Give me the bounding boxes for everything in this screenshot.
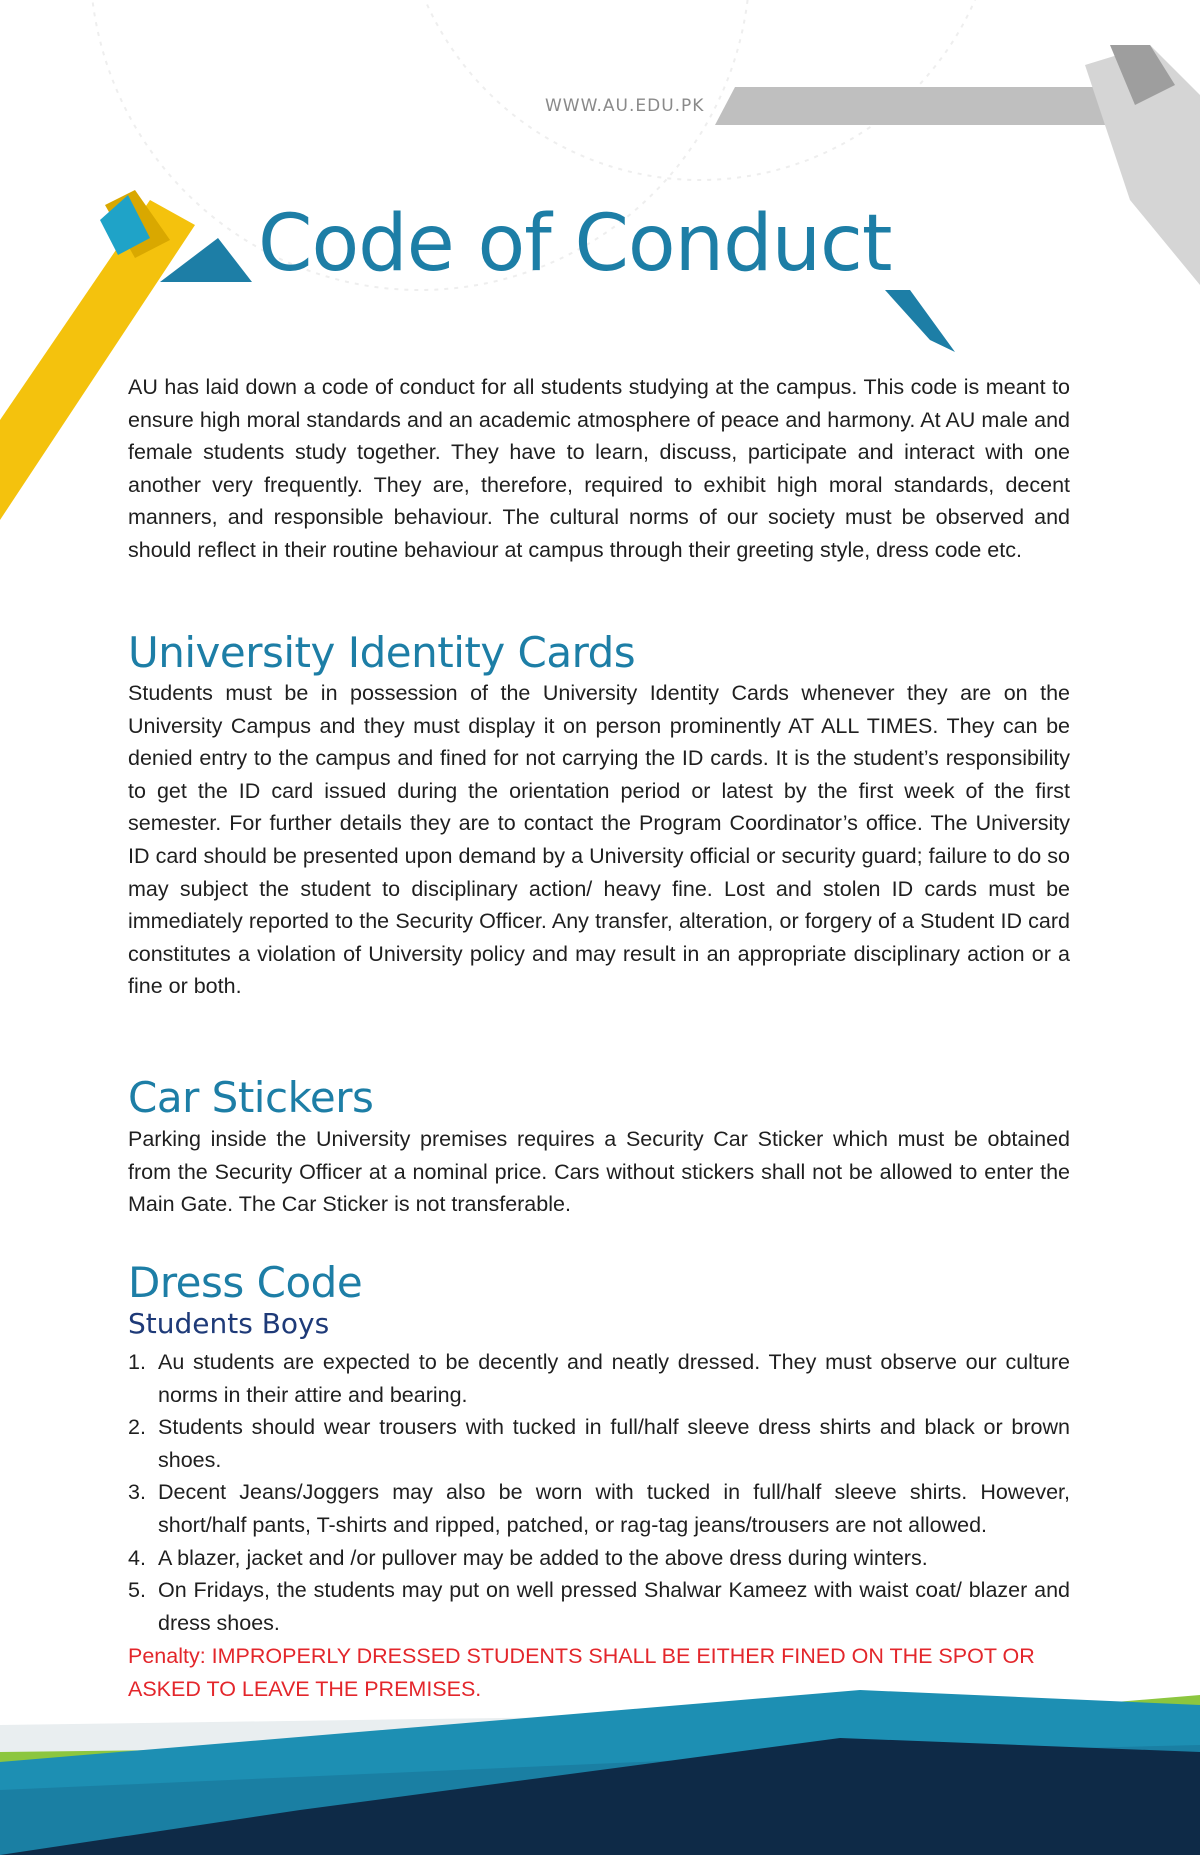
- dress-code-list: [128, 1346, 1070, 1639]
- penalty-notice: Penalty: IMPROPERLY DRESSED STUDENTS SHALL BE EITHER FINED ON THE SPOT OR ASKED TO LEAVE THE PREMISES.: [128, 1644, 1035, 1701]
- page-title: Code of Conduct: [258, 199, 892, 289]
- list-text: Students should wear trousers with tucked in full/half sleeve dress shirts and black or brown shoes.: [158, 1415, 1070, 1472]
- list-item: [128, 1542, 1070, 1575]
- intro-paragraph: AU has laid down a code of conduct for all students studying at the campus. This code is meant to ensure high moral standards and an academic atmosphere of peace and harmony. At AU male and female students study together. They have to learn, discuss, participate and interact with one another very frequently. They are, therefore, required to exhibit high moral standards, decent manners, and responsible behaviour. The cultural norms of our society must be observed and should reflect in their routine behaviour at campus through their greeting style, dress code etc.: [128, 375, 1070, 562]
- list-item: [128, 1346, 1070, 1411]
- list-text: Au students are expected to be decently and neatly dressed. They must observe our culture norms in their attire and bearing.: [158, 1350, 1070, 1407]
- list-number: 2.: [128, 1415, 146, 1440]
- list-number: 1.: [128, 1350, 146, 1374]
- dress-code-heading: Dress Code: [128, 1258, 363, 1307]
- identity-cards-paragraph: Students must be in possession of the University Identity Cards whenever they are on the University Campus and they must display it on person prominently AT ALL TIMES. They can be denied entry to the campus and fined for not carrying the ID cards. It is the student’s responsibility to get the ID card issued during the orientation period or latest by the first week of the first semester. For further details they are to contact the Program Coordinator’s office. The University ID card should be presented upon demand by a University official or security guard; failure to do so may subject the student to disciplinary action/ heavy fine. Lost and stolen ID cards must be immediately reported to the Security Officer. Any transfer, alteration, or forgery of a Student ID card constitutes a violation of University policy and may result in an appropriate disciplinary action or a fine or both.: [128, 681, 1070, 999]
- identity-cards-heading: University Identity Cards: [128, 628, 636, 677]
- list-item: [128, 1476, 1070, 1541]
- students-boys-subheading: Students Boys: [128, 1307, 330, 1340]
- list-text: A blazer, jacket and /or pullover may be added to the above dress during winters.: [158, 1545, 928, 1570]
- list-number: 3.: [128, 1480, 146, 1505]
- list-number: 5.: [128, 1578, 146, 1603]
- list-number: 4.: [128, 1545, 146, 1570]
- list-item: [128, 1574, 1070, 1639]
- car-stickers-heading: Car Stickers: [128, 1073, 374, 1122]
- website-url: WWW.AU.EDU.PK: [545, 96, 705, 116]
- list-text: On Fridays, the students may put on well pressed Shalwar Kameez with waist coat/ blazer and dress shoes.: [158, 1578, 1070, 1635]
- car-stickers-paragraph: Parking inside the University premises requires a Security Car Sticker which must be obtained from the Security Officer at a nominal price. Cars without stickers shall not be allowed to enter the Main Gate. The Car Sticker is not transferable.: [128, 1127, 1070, 1217]
- list-text: Decent Jeans/Joggers may also be worn with tucked in full/half sleeve shirts. However, short/half pants, T-shirts and ripped, patched, or rag-tag jeans/trousers are not allowed.: [158, 1480, 1070, 1537]
- list-item: [128, 1411, 1070, 1476]
